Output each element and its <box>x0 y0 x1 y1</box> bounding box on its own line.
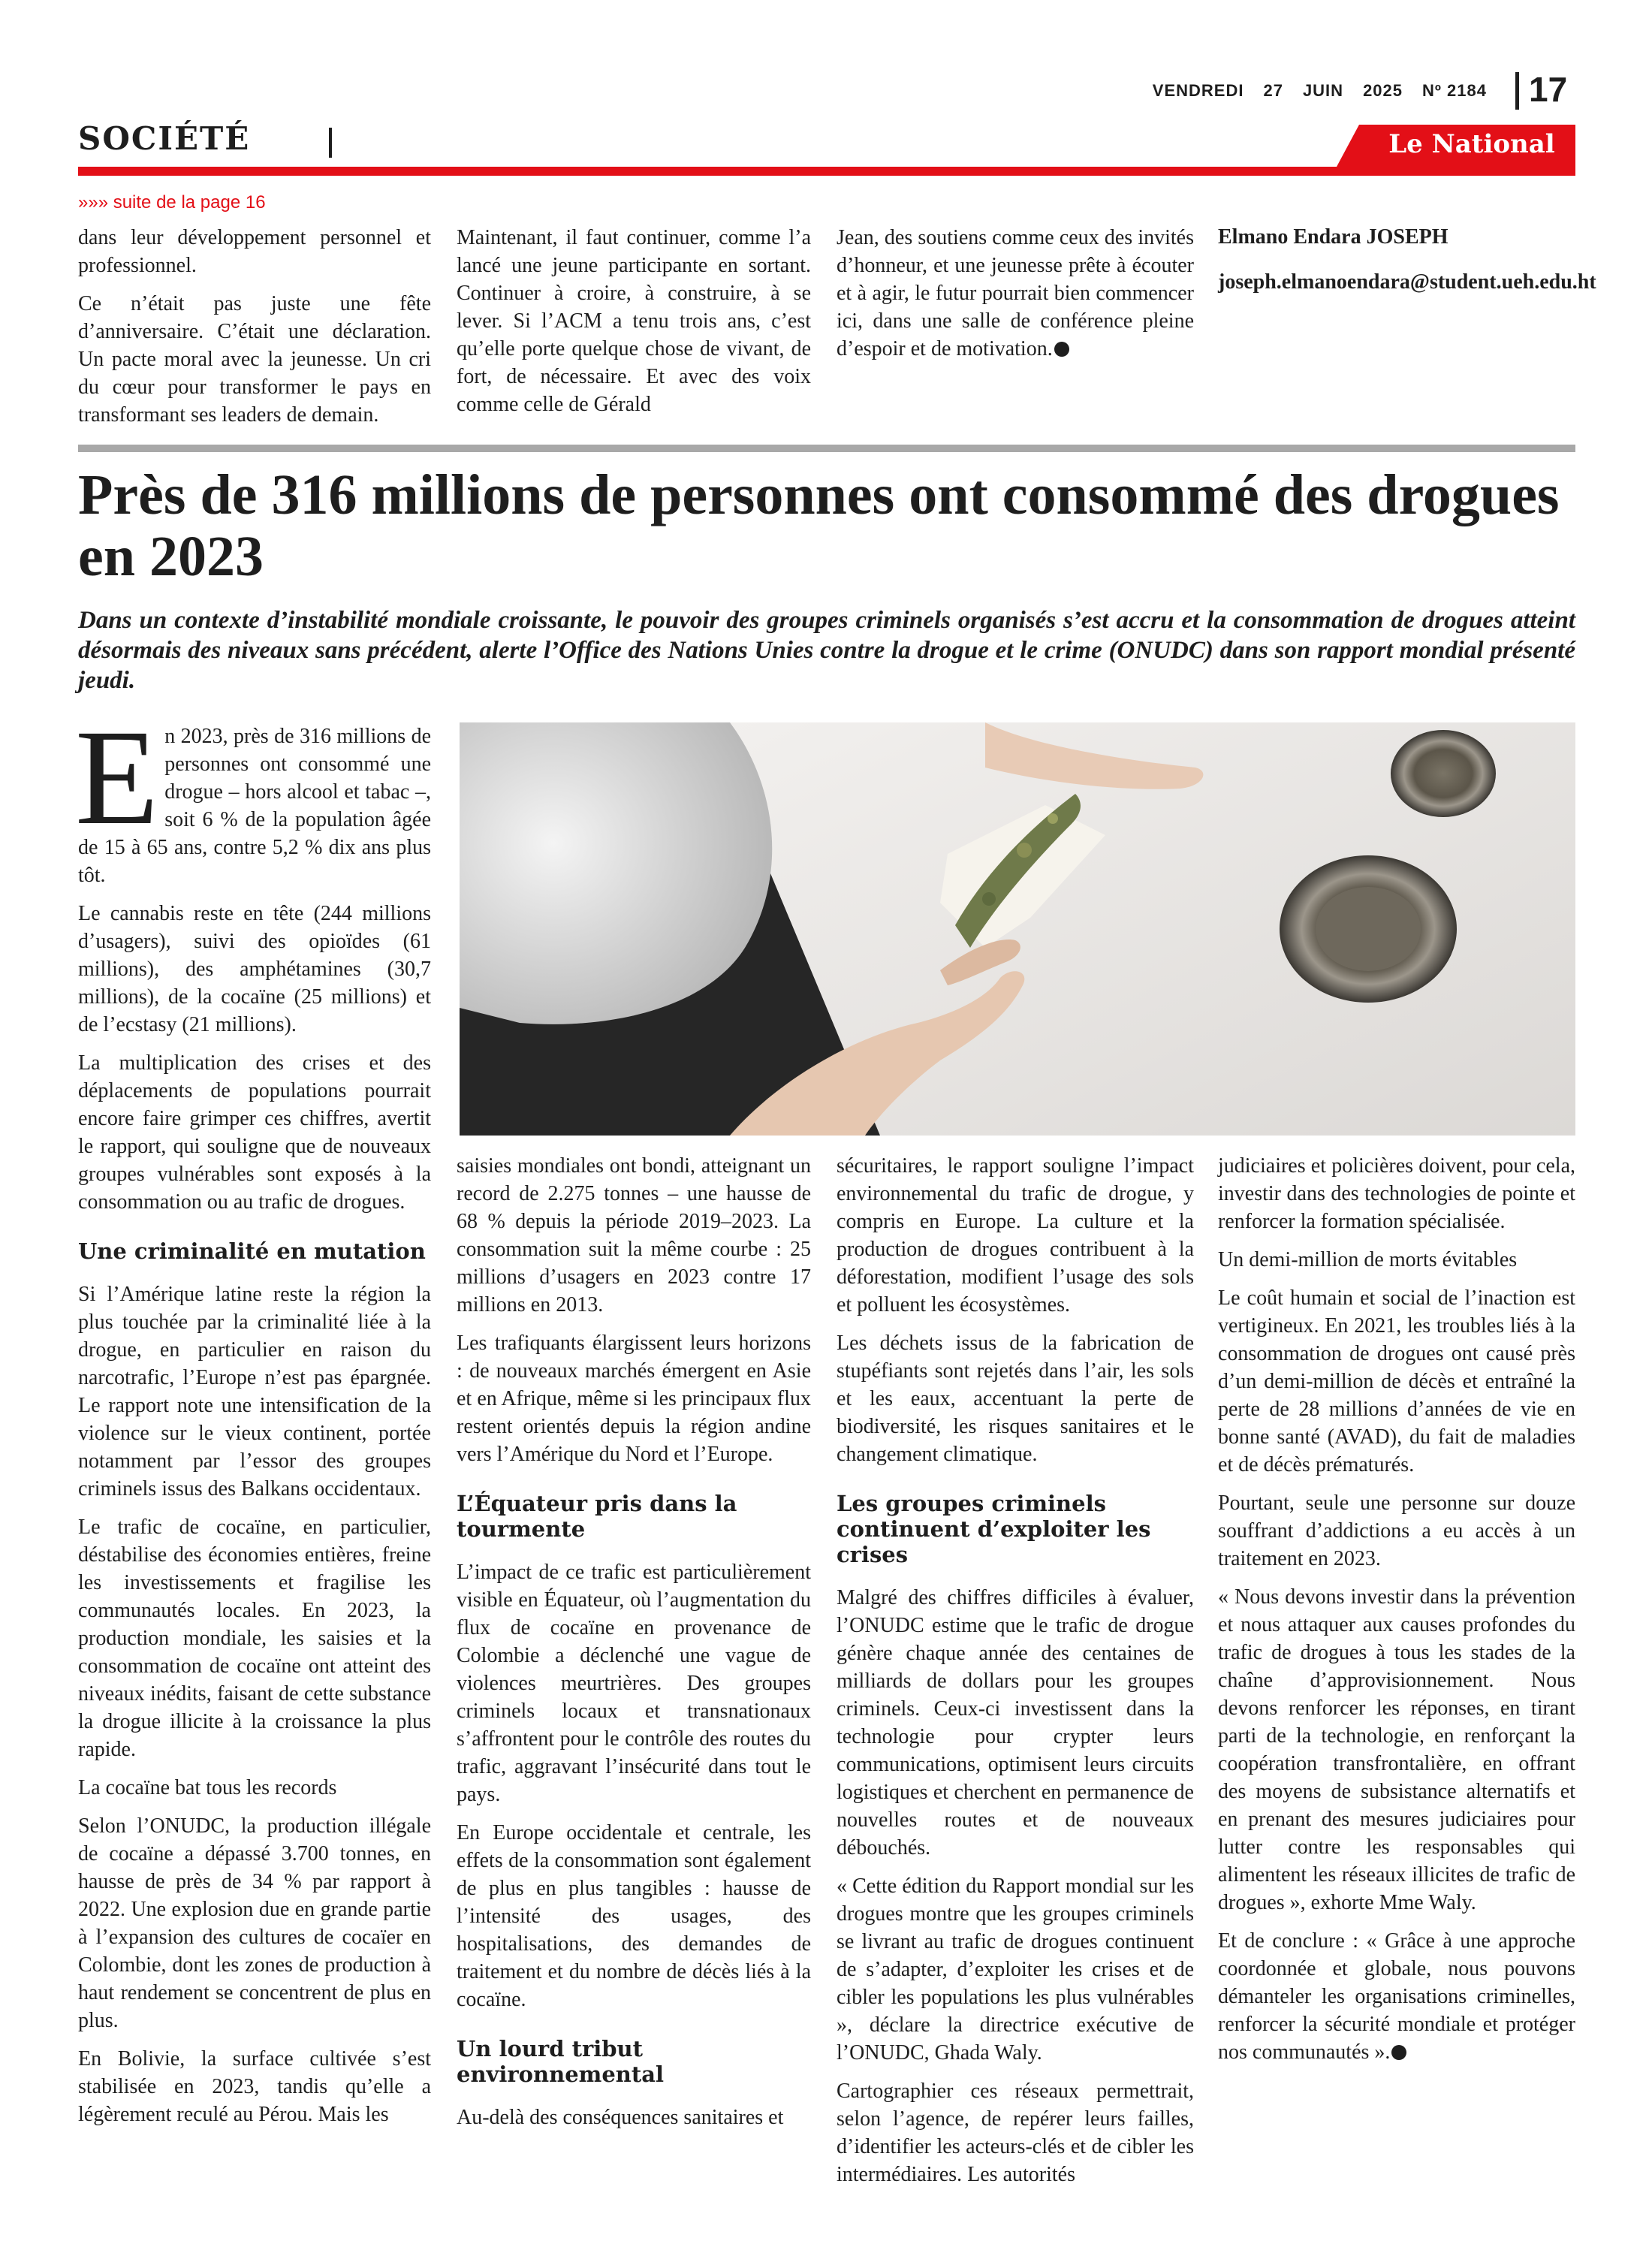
drop-cap: E <box>75 702 159 853</box>
paragraph: judiciaires et policières doivent, pour cela, investir dans des technologies de pointe et renforcer la formation spécialisée. <box>1218 1154 1575 1233</box>
paragraph: Si l’Amérique latine reste la région la plus touchée par la criminalité liée à la drogue, en particulier en raison du narcotrafic, l’Europe n’est pas épargnée. Le rapport note une intensification de la violence sur le vieux continent, portée notamment par l’essor des groupes criminels issus des Balkans occidentaux. <box>78 1283 431 1500</box>
article-lede: Dans un contexte d’instabilité mondiale croissante, le pouvoir des groupes criminels organisés s’est accru et la consommation de drogues atteint désormais des niveaux sans précédent, alerte l’Office des Nations Unies contre la drogue et le crime (ONUDC) dans son rapport mondial présenté jeudi. <box>78 607 1575 694</box>
paragraph-with-endmark <box>1218 1927 1575 2066</box>
photo-illustration <box>460 722 1575 1136</box>
paragraph: Le cannabis reste en tête (244 millions d’usagers), suivi des opioïdes (61 millions), des amphétamines (30,7 millions), de la cocaïne (25 millions) et de l’ecstasy (21 millions). <box>78 902 431 1036</box>
author-block <box>1218 224 1596 314</box>
paragraph: Le coût humain et social de l’inaction est vertigineux. En 2021, les troubles liés à la consommation de drogues ont causé près d’un demi-million de décès et entraîné la perte de 28 millions d’années de vie en bonne santé (AVAD), du fait de maladies et de décès prématurés. <box>1218 1286 1575 1476</box>
author-name: Elmano Endara JOSEPH <box>1218 225 1449 249</box>
paragraph: La cocaïne bat tous les records <box>78 1776 337 1799</box>
paragraph: Maintenant, il faut continuer, comme l’a lancé une jeune participante en sortant. Continuer à croire, à construire, à se lever. Si l’ACM a tenu trois ans, c’est qu’elle porte quelque chose de vivant, de fort, de nécessaire. Et avec des voix comme celle de Gérald <box>457 226 811 416</box>
article-photo <box>460 722 1575 1136</box>
date-number: 27 <box>1263 81 1283 100</box>
date-day: VENDREDI <box>1152 81 1244 100</box>
issue-number: Nº 2184 <box>1422 81 1487 100</box>
end-mark-icon <box>1054 342 1069 357</box>
date-year: 2025 <box>1363 81 1403 100</box>
article-headline: Près de 316 millions de personnes ont consommé des drogues en 2023 <box>78 463 1560 588</box>
dateline <box>1111 81 1487 101</box>
prev-article-col-3 <box>837 224 1194 373</box>
paragraph: « Nous devons investir dans la prévention et nous attaquer aux causes profondes du trafic de drogues à tous les stades de la chaîne d’approvisionnement. Nous devons renforcer les réponses, en tirant parti de la technologie, en renforçant la coopération transfrontalière, en offrant des moyens de subsistance alternatifs et en prenant des mesures judiciaires pour lutter contre les responsables qui alimentent les réseaux illicites de trafic de drogues », exhorte Mme Waly. <box>1218 1585 1575 1914</box>
date-month: JUIN <box>1302 81 1344 100</box>
paragraph-with-endmark <box>837 224 1194 363</box>
header-rule <box>78 167 1575 176</box>
paragraph: La multiplication des crises et des déplacements de populations pourrait encore faire grimper ces chiffres, avertit le rapport, qui souligne que de nouveaux groupes vulnérables sont exposés à la consommation ou au trafic de drogues. <box>78 1051 431 1214</box>
paragraph: Ce n’était pas juste une fête d’anniversaire. C’était une déclaration. Un pacte moral avec la jeunesse. Un cri du cœur pour transformer le pays en transformant ses leaders de demain. <box>78 292 431 427</box>
page-number: 17 <box>1529 70 1568 109</box>
page-number-divider <box>1515 72 1519 110</box>
paragraph: dans leur développement personnel et professionnel. <box>78 226 431 277</box>
subheading: Un lourd tribut environnemental <box>457 2036 665 2087</box>
article-col-1 <box>75 702 431 2139</box>
subheading: Les groupes criminels continuent d’exploiter les crises <box>837 1491 1151 1567</box>
paragraph: Les trafiquants élargissent leurs horizons : de nouveaux marchés émergent en Asie et en Afrique, même si les principaux flux restent orientés depuis la région andine vers l’Amérique du Nord et l’Europe. <box>457 1332 811 1466</box>
section-divider <box>329 128 332 158</box>
section-title: SOCIÉTÉ <box>78 120 251 157</box>
end-mark-icon <box>1391 2045 1406 2060</box>
subheading: Une criminalité en mutation <box>78 1238 426 1264</box>
paragraph-text: Et de conclure : « Grâce à une approche coordonnée et globale, nous pouvons démanteler les organisations criminelles, renforcer la sécurité mondiale et protéger nos communautés ». <box>1218 1929 1575 2064</box>
paragraph: Le trafic de cocaïne, en particulier, déstabilise des économies entières, freine les investissements et fragilise les communautés locales. En 2023, la production mondiale, les saisies et la consommation de cocaïne ont atteint des niveaux inédits, faisant de cette substance la drogue illicite à la croissance la plus rapide. <box>78 1516 431 1761</box>
paragraph: Selon l’ONUDC, la production illégale de cocaïne a dépassé 3.700 tonnes, en hausse de près de 34 % par rapport à 2022. Une explosion due en grande partie à l’expansion des cultures de cocaïer en Colombie, dont les zones de production à haut rendement se concentrent de plus en plus. <box>78 1814 431 2032</box>
paragraph: Les déchets issus de la fabrication de stupéfiants sont rejetés dans l’air, les sols et les eaux, accentuant la perte de biodiversité, les risques sanitaires et le changement climatique. <box>837 1332 1194 1466</box>
brand-name: Le National <box>1388 129 1555 159</box>
paragraph: Pourtant, seule une personne sur douze souffrant d’addictions a eu accès à un traitement en 2023. <box>1218 1491 1575 1570</box>
paragraph: Au-delà des conséquences sanitaires et <box>457 2106 784 2129</box>
prev-article-col-1 <box>78 224 431 439</box>
paragraph: Cartographier ces réseaux permettrait, selon l’agence, de repérer leurs failles, d’identifier les acteurs-clés et de cibler les intermédiaires. Les autorités <box>837 2080 1194 2186</box>
paragraph: sécuritaires, le rapport souligne l’impact environnemental du trafic de drogue, y compris en Europe. La culture et la production de drogues contribuent à la déforestation, modifient l’usage des sols et polluent les écosystèmes. <box>837 1154 1194 1317</box>
author-email[interactable] <box>1218 269 1596 296</box>
paragraph: Un demi-million de morts évitables <box>1218 1248 1518 1271</box>
paragraph: En Bolivie, la surface cultivée s’est stabilisée en 2023, tandis qu’elle a légèrement reculé au Pérou. Mais les <box>78 2047 431 2126</box>
paragraph: « Cette édition du Rapport mondial sur les drogues montre que les groupes criminels se livrant au trafic de drogues continuent de s’adapter, d’exploiter les crises et de cibler les populations les plus vulnérables », déclare la directrice exécutive de l’ONUDC, Ghada Waly. <box>837 1874 1194 2064</box>
paragraph: saisies mondiales ont bondi, atteignant un record de 2.275 tonnes – une hausse de 68 % depuis la période 2019–2023. La consommation suit la même courbe : 25 millions d’usagers en 2023 contre 17 millions en 2013. <box>457 1154 811 1317</box>
paragraph: L’impact de ce trafic est particulièrement visible en Équateur, où l’augmentation du flux de cocaïne en provenance de Colombie a déclenché une vague de violences meurtrières. Des groupes criminels locaux et transnationaux s’affrontent pour le contrôle des routes du trafic, aggravant l’insécurité dans tout le pays. <box>457 1561 811 1806</box>
continued-from-link[interactable]: »»» suite de la page 16 <box>78 192 266 213</box>
paragraph-text: n 2023, près de 316 millions de personnes ont consommé une drogue – hors alcool et tabac –, soit 6 % de la population âgée de 15 à 65 ans, contre 5,2 % dix ans plus tôt. <box>78 725 431 887</box>
opening-paragraph <box>75 702 431 889</box>
article-col-4 <box>1218 1152 1575 2077</box>
article-separator <box>78 445 1575 452</box>
paragraph: Malgré des chiffres difficiles à évaluer, l’ONUDC estime que le trafic de drogue génère chaque année des centaines de milliards de dollars pour les groupes criminels. Ceux-ci investissent dans la technologie pour crypter leurs communications, optimisent leurs circuits logistiques et cherchent en permanence de nouvelles routes et de nouveaux débouchés. <box>837 1586 1194 1859</box>
article-col-3 <box>837 1152 1194 2199</box>
article-col-2 <box>457 1152 811 2142</box>
paragraph: En Europe occidentale et centrale, les effets de la consommation sont également de plus en plus tangibles : hausse de l’intensité des usages, des hospitalisations, des demandes de traitement et du nombre de décès liés à la cocaïne. <box>457 1821 811 2011</box>
paragraph-text: Jean, des soutiens comme ceux des invités d’honneur, et une jeunesse prête à écouter et à agir, le futur pourrait bien commencer ici, dans une salle de conférence pleine d’espoir et de motivation. <box>837 226 1194 360</box>
subheading: L’Équateur pris dans la tourmente <box>457 1491 737 1542</box>
prev-article-col-2 <box>457 224 811 429</box>
author-email-text: joseph.elmanoendara@student.ueh.edu.ht <box>1218 270 1596 294</box>
